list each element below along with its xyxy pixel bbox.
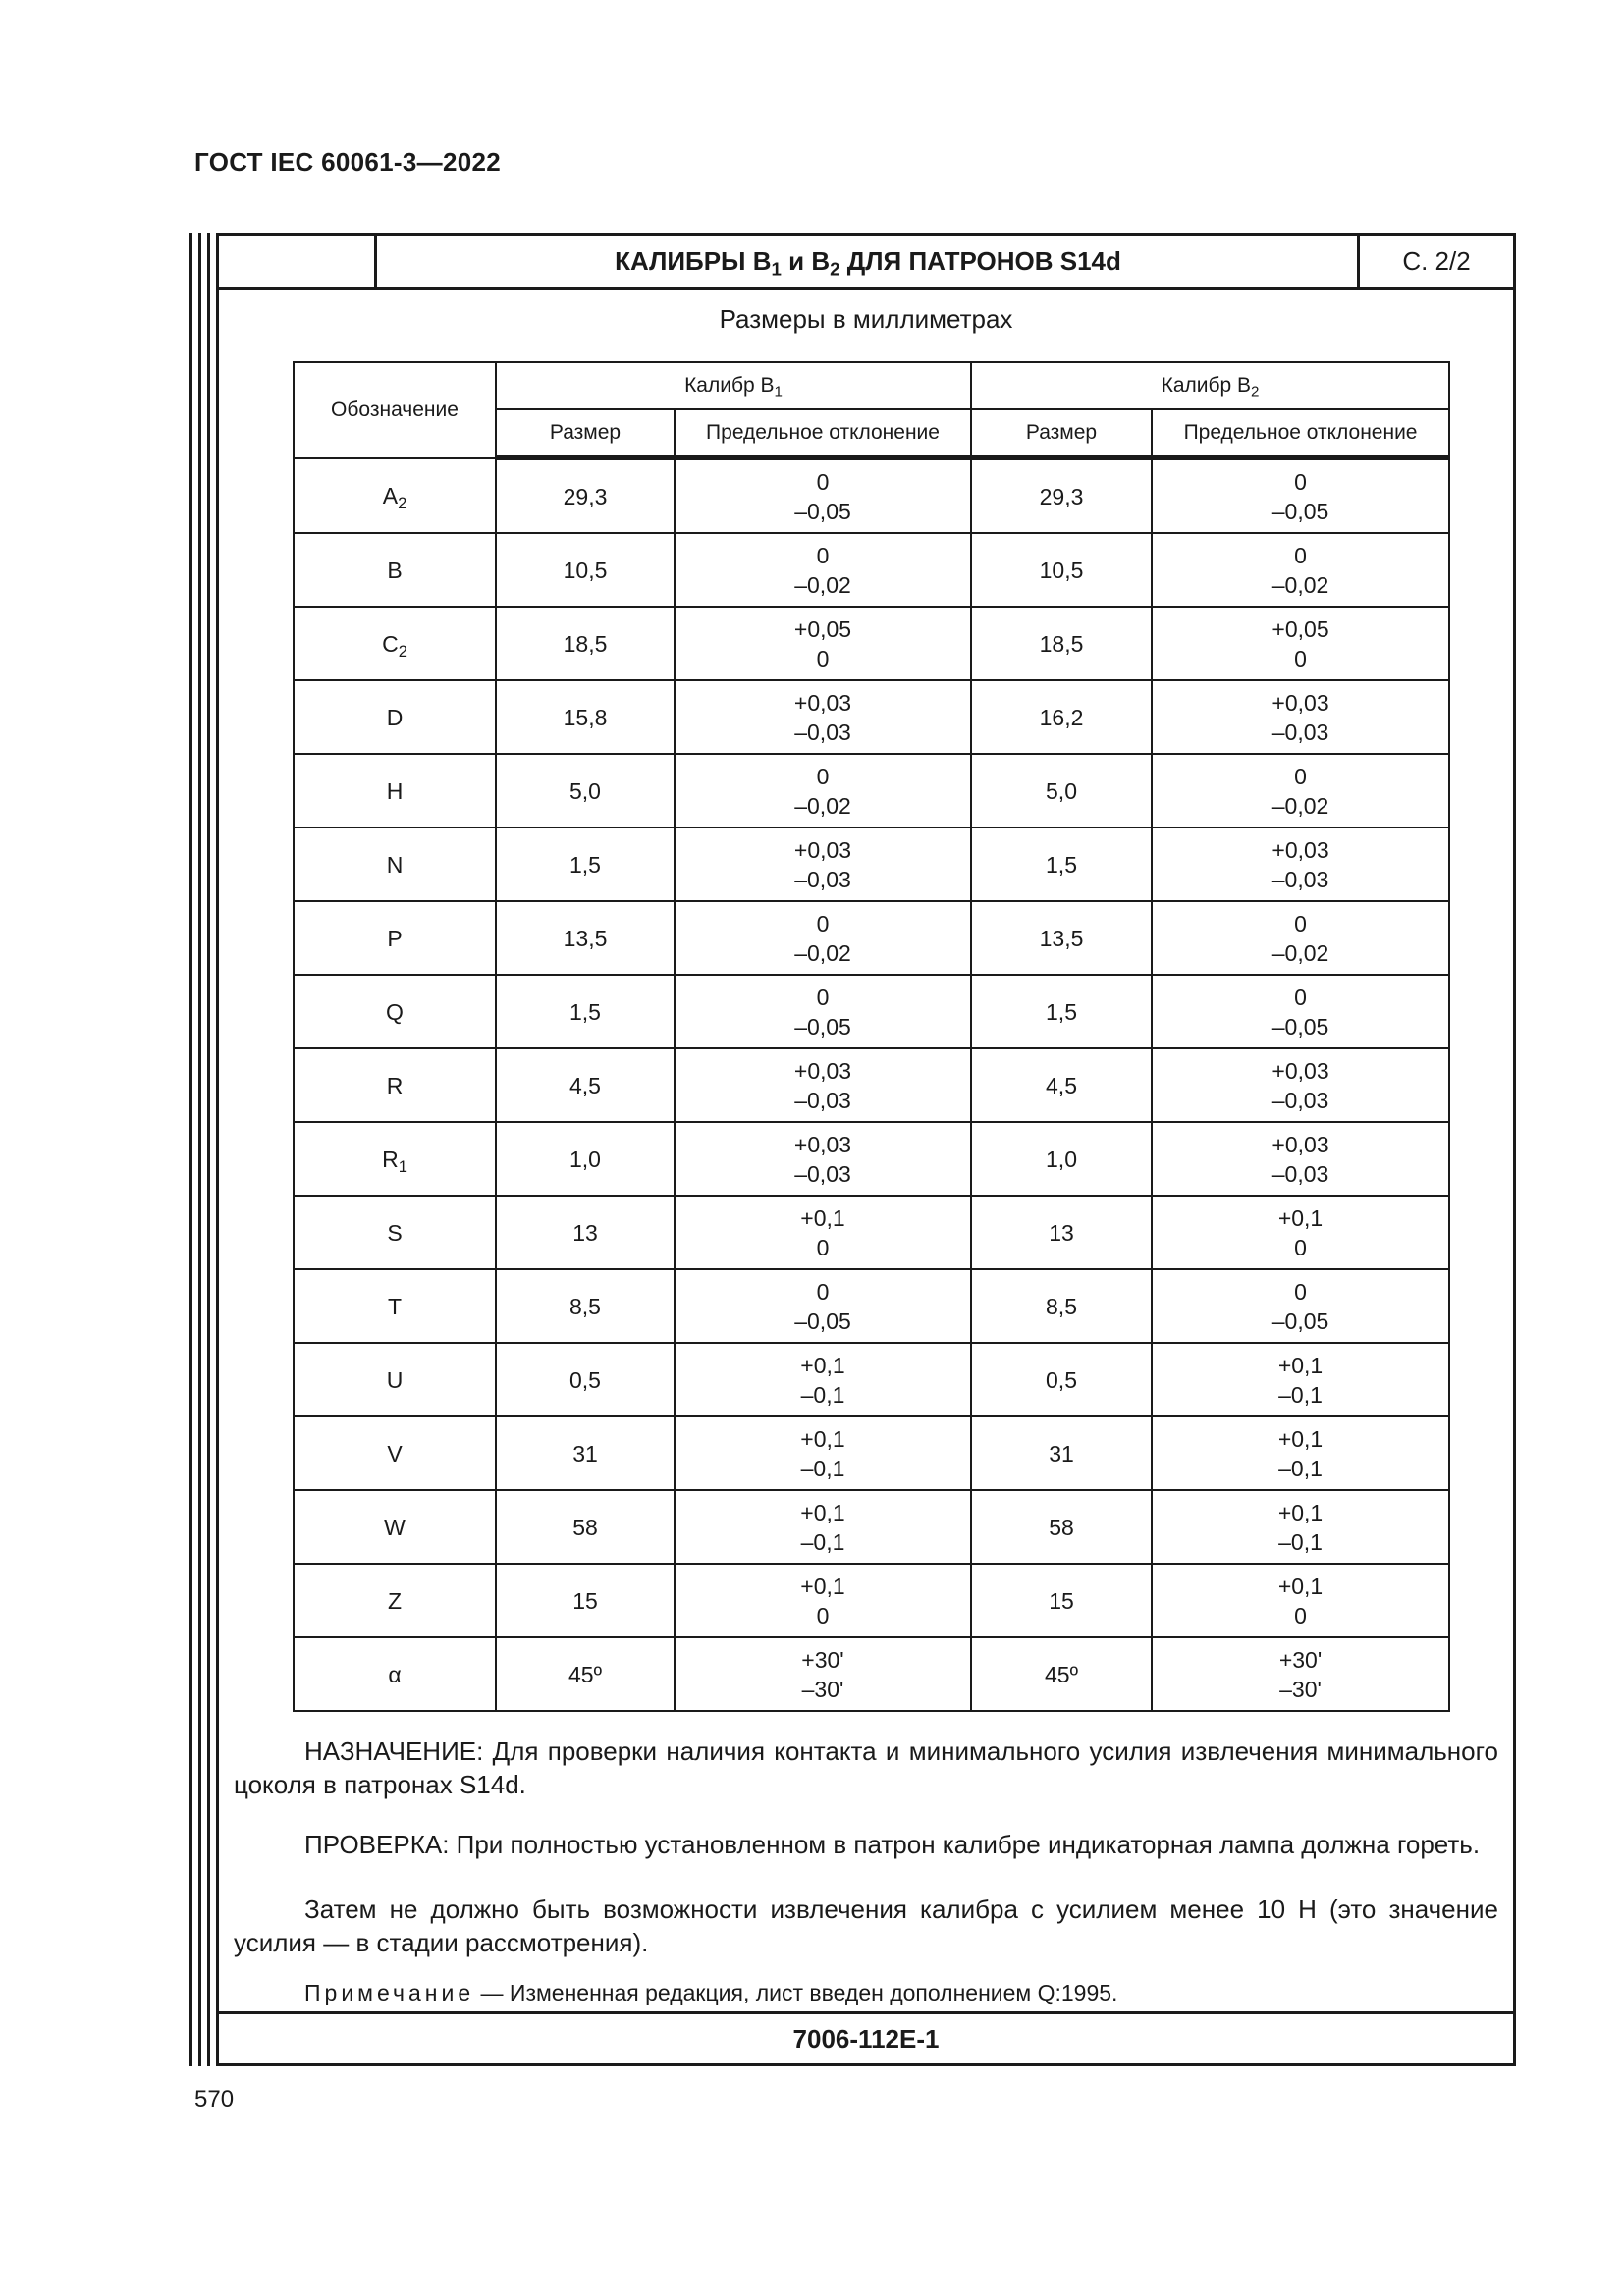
sheet-frame	[216, 233, 1516, 2066]
b2-upper-deviation: +0,1	[1277, 1573, 1324, 1599]
b1-deviation-header: Предельное отклонение	[675, 409, 971, 458]
b2-lower-deviation: –0,03	[1271, 1087, 1329, 1113]
b2-size-cell: 5,0	[971, 754, 1152, 828]
b1-size-cell: 15	[496, 1564, 675, 1637]
table-header-row	[294, 362, 1449, 409]
units-caption: Размеры в миллиметрах	[719, 304, 1013, 334]
title-subscript: 1	[771, 258, 782, 280]
designation-label: B	[387, 557, 403, 583]
b2-upper-deviation: 0	[1294, 1278, 1307, 1305]
table-row	[294, 1416, 1449, 1490]
b2-deviation-cell	[1152, 1048, 1449, 1122]
check-text: ПРОВЕРКА: При полностью установленном в патрон калибре индикаторная лампа должна гореть.	[304, 1830, 1481, 1859]
b1-size-cell: 8,5	[496, 1269, 675, 1343]
dimensions-table	[293, 361, 1450, 1712]
title-part: КАЛИБРЫ B	[615, 246, 772, 276]
table-row	[294, 1122, 1449, 1196]
table-row	[294, 1490, 1449, 1564]
designation-label: A	[382, 482, 399, 508]
table-row	[294, 1269, 1449, 1343]
b1-deviation-cell	[675, 1416, 971, 1490]
designation-cell	[294, 828, 496, 901]
b1-deviation-cell	[675, 975, 971, 1048]
table-row	[294, 828, 1449, 901]
table-row	[294, 1637, 1449, 1711]
b1-lower-deviation: –0,05	[794, 1013, 851, 1040]
b2-size-cell: 18,5	[971, 607, 1152, 680]
b2-deviation-cell	[1152, 607, 1449, 680]
b1-upper-deviation: 0	[816, 468, 830, 495]
b2-size-cell: 10,5	[971, 533, 1152, 607]
b1-lower-deviation: 0	[816, 1234, 830, 1260]
title-subscript: 2	[830, 258, 840, 280]
b1-deviation-cell	[675, 1637, 971, 1711]
b1-deviation-cell	[675, 607, 971, 680]
designation-subscript: 2	[398, 493, 407, 512]
b1-size-cell: 58	[496, 1490, 675, 1564]
designation-cell	[294, 754, 496, 828]
note	[304, 1980, 1117, 2006]
b1-upper-deviation: +0,1	[800, 1204, 845, 1231]
b1-size-cell: 31	[496, 1416, 675, 1490]
designation-label: Q	[386, 998, 404, 1025]
designation-header: Обозначение	[294, 362, 496, 458]
b1-upper-deviation: +0,1	[800, 1573, 845, 1599]
b2-size-header: Размер	[971, 409, 1152, 458]
designation-label: U	[386, 1366, 404, 1393]
b2-lower-deviation: –30'	[1279, 1676, 1322, 1702]
b2-upper-deviation: +0,1	[1277, 1425, 1324, 1452]
b2-deviation-cell	[1152, 458, 1449, 534]
b2-lower-deviation: –0,05	[1271, 1013, 1329, 1040]
designation-cell	[294, 975, 496, 1048]
b2-size-cell: 45º	[971, 1637, 1152, 1711]
b2-lower-deviation: –0,05	[1271, 1308, 1329, 1334]
b1-lower-deviation: –0,1	[800, 1455, 845, 1481]
sheet-title	[377, 236, 1359, 287]
title-part: ДЛЯ ПАТРОНОВ S14d	[839, 246, 1121, 276]
b1-upper-deviation: +0,05	[793, 615, 852, 642]
b1-upper-deviation: +0,03	[793, 689, 852, 716]
b1-size-cell: 29,3	[496, 458, 675, 534]
b2-lower-deviation: –0,02	[1271, 792, 1329, 819]
designation-cell	[294, 1122, 496, 1196]
designation-cell	[294, 1196, 496, 1269]
b2-upper-deviation: +0,03	[1271, 689, 1329, 716]
b2-size-cell: 13,5	[971, 901, 1152, 975]
b1-upper-deviation: +0,1	[800, 1425, 845, 1452]
b2-lower-deviation: –0,05	[1271, 498, 1329, 524]
b2-upper-deviation: 0	[1294, 468, 1307, 495]
b1-deviation-cell	[675, 754, 971, 828]
check-continuation-text: Затем не должно быть возможности извлечения калибра с усилием менее 10 Н (это значение усилия — в стадии рассмотрения).	[234, 1895, 1498, 1957]
b2-deviation-cell	[1152, 533, 1449, 607]
b2-deviation-cell	[1152, 901, 1449, 975]
b2-upper-deviation: +0,03	[1271, 1057, 1329, 1084]
b2-lower-deviation: –0,03	[1271, 719, 1329, 745]
b2-size-cell: 1,0	[971, 1122, 1152, 1196]
document-header: ГОСТ IEC 60061-3—2022	[194, 147, 501, 177]
b2-deviation-cell	[1152, 1416, 1449, 1490]
table-row	[294, 901, 1449, 975]
b1-deviation-cell	[675, 1564, 971, 1637]
b1-size-cell: 1,0	[496, 1122, 675, 1196]
gauge-b2-subscript: 2	[1251, 383, 1260, 400]
sheet-code: 7006-112E-1	[219, 2011, 1513, 2063]
designation-cell	[294, 1637, 496, 1711]
page-reference: С. 2/2	[1357, 236, 1513, 287]
b1-lower-deviation: –30'	[801, 1676, 844, 1702]
b2-deviation-cell	[1152, 828, 1449, 901]
designation-cell	[294, 607, 496, 680]
designation-cell	[294, 1490, 496, 1564]
b1-upper-deviation: 0	[816, 910, 830, 936]
designation-label: α	[388, 1661, 402, 1687]
note-label: Примечание	[304, 1980, 475, 2005]
page-number: 570	[194, 2086, 235, 2112]
purpose-text: НАЗНАЧЕНИЕ: Для проверки наличия контакта и минимального усилия извлечения минимального цоколя в патронах S14d.	[234, 1736, 1498, 1799]
b2-upper-deviation: +0,05	[1271, 615, 1329, 642]
check-paragraph	[234, 1828, 1498, 1861]
designation-label: D	[386, 704, 404, 730]
b1-size-cell: 13,5	[496, 901, 675, 975]
check-continuation-paragraph	[234, 1893, 1498, 1959]
table-row	[294, 607, 1449, 680]
b2-upper-deviation: +0,03	[1271, 1131, 1329, 1157]
designation-subscript: 2	[398, 641, 407, 661]
b2-deviation-cell	[1152, 1122, 1449, 1196]
b1-upper-deviation: 0	[816, 763, 830, 789]
b2-deviation-cell	[1152, 975, 1449, 1048]
b1-lower-deviation: 0	[816, 1602, 830, 1629]
table-row	[294, 754, 1449, 828]
designation-label: T	[387, 1293, 403, 1319]
b1-lower-deviation: –0,05	[794, 498, 851, 524]
b1-deviation-cell	[675, 901, 971, 975]
b1-upper-deviation: +0,03	[793, 1057, 852, 1084]
b1-upper-deviation: +0,03	[793, 1131, 852, 1157]
b2-deviation-cell	[1152, 1490, 1449, 1564]
b1-upper-deviation: 0	[816, 1278, 830, 1305]
designation-cell	[294, 1343, 496, 1416]
b2-size-cell: 29,3	[971, 458, 1152, 534]
b1-upper-deviation: 0	[816, 542, 830, 568]
b1-size-cell: 5,0	[496, 754, 675, 828]
designation-label: Z	[387, 1587, 403, 1614]
title-empty-cell	[219, 236, 377, 287]
b2-deviation-cell	[1152, 1269, 1449, 1343]
b2-lower-deviation: –0,02	[1271, 571, 1329, 598]
b1-lower-deviation: –0,02	[794, 792, 851, 819]
b1-upper-deviation: +0,1	[800, 1499, 845, 1525]
b1-lower-deviation: –0,03	[794, 1160, 851, 1187]
b1-size-cell: 1,5	[496, 828, 675, 901]
table-row	[294, 680, 1449, 754]
b1-lower-deviation: –0,02	[794, 571, 851, 598]
b2-upper-deviation: +0,1	[1277, 1204, 1324, 1231]
b2-size-cell: 58	[971, 1490, 1152, 1564]
b2-lower-deviation: –0,03	[1271, 1160, 1329, 1187]
purpose-paragraph	[234, 1735, 1498, 1801]
b1-size-cell: 10,5	[496, 533, 675, 607]
b1-size-cell: 45º	[496, 1637, 675, 1711]
b2-upper-deviation: 0	[1294, 910, 1307, 936]
b2-lower-deviation: –0,1	[1278, 1381, 1323, 1408]
b1-size-cell: 13	[496, 1196, 675, 1269]
b1-deviation-cell	[675, 533, 971, 607]
b2-size-cell: 4,5	[971, 1048, 1152, 1122]
b1-deviation-cell	[675, 680, 971, 754]
gauge-b2-label: Калибр B	[1161, 374, 1252, 397]
b1-deviation-cell	[675, 458, 971, 534]
b2-lower-deviation: 0	[1294, 1602, 1307, 1629]
b1-deviation-cell	[675, 1048, 971, 1122]
b2-lower-deviation: –0,03	[1271, 866, 1329, 892]
b2-lower-deviation: –0,02	[1271, 939, 1329, 966]
table-row	[294, 1564, 1449, 1637]
b2-lower-deviation: –0,1	[1278, 1528, 1323, 1555]
title-row	[219, 236, 1513, 290]
title-part: и B	[781, 246, 831, 276]
designation-label: R	[382, 1146, 399, 1172]
b1-upper-deviation: +30'	[801, 1646, 844, 1673]
b2-lower-deviation: 0	[1294, 645, 1307, 671]
table-row	[294, 975, 1449, 1048]
designation-label: P	[387, 925, 403, 951]
b1-lower-deviation: –0,1	[800, 1381, 845, 1408]
designation-label: C	[382, 630, 399, 657]
b2-size-cell: 13	[971, 1196, 1152, 1269]
b2-size-cell: 16,2	[971, 680, 1152, 754]
b1-upper-deviation: 0	[816, 984, 830, 1010]
designation-cell	[294, 533, 496, 607]
gauge-b1-subscript: 1	[774, 383, 783, 400]
b1-lower-deviation: 0	[816, 645, 830, 671]
b2-upper-deviation: +30'	[1278, 1646, 1323, 1673]
designation-label: H	[386, 777, 404, 804]
b2-size-cell: 0,5	[971, 1343, 1152, 1416]
designation-cell	[294, 1269, 496, 1343]
b2-size-cell: 1,5	[971, 828, 1152, 901]
note-text: — Измененная редакция, лист введен дополнением Q:1995.	[474, 1980, 1118, 2005]
designation-subscript: 1	[398, 1156, 407, 1176]
b2-deviation-cell	[1152, 1637, 1449, 1711]
b1-size-cell: 15,8	[496, 680, 675, 754]
table-row	[294, 1196, 1449, 1269]
designation-label: N	[386, 851, 404, 878]
b1-upper-deviation: +0,1	[800, 1352, 845, 1378]
b1-lower-deviation: –0,05	[794, 1308, 851, 1334]
b1-deviation-cell	[675, 1490, 971, 1564]
table-row	[294, 1048, 1449, 1122]
b1-size-cell: 0,5	[496, 1343, 675, 1416]
b1-lower-deviation: –0,02	[794, 939, 851, 966]
b1-size-header: Размер	[496, 409, 675, 458]
b2-upper-deviation: 0	[1294, 542, 1307, 568]
b2-upper-deviation: +0,1	[1277, 1499, 1324, 1525]
b1-lower-deviation: –0,03	[794, 1087, 851, 1113]
b2-deviation-cell	[1152, 1564, 1449, 1637]
designation-cell	[294, 458, 496, 534]
gauge-b1-header	[496, 362, 971, 409]
b2-lower-deviation: –0,1	[1278, 1455, 1323, 1481]
designation-label: S	[387, 1219, 403, 1246]
b2-upper-deviation: 0	[1294, 763, 1307, 789]
b1-upper-deviation: +0,03	[793, 836, 852, 863]
designation-label: V	[387, 1440, 403, 1467]
b1-deviation-cell	[675, 1269, 971, 1343]
left-margin-line	[207, 233, 210, 2066]
b2-upper-deviation: +0,1	[1277, 1352, 1324, 1378]
b1-lower-deviation: –0,03	[794, 866, 851, 892]
table-row	[294, 458, 1449, 534]
b2-upper-deviation: 0	[1294, 984, 1307, 1010]
b1-size-cell: 1,5	[496, 975, 675, 1048]
b1-deviation-cell	[675, 1196, 971, 1269]
gauge-b1-label: Калибр B	[684, 374, 775, 397]
designation-cell	[294, 1564, 496, 1637]
designation-cell	[294, 1416, 496, 1490]
b2-size-cell: 8,5	[971, 1269, 1152, 1343]
b2-deviation-cell	[1152, 1196, 1449, 1269]
b2-deviation-header: Предельное отклонение	[1152, 409, 1449, 458]
b1-deviation-cell	[675, 1122, 971, 1196]
designation-cell	[294, 1048, 496, 1122]
b2-deviation-cell	[1152, 680, 1449, 754]
b2-lower-deviation: 0	[1294, 1234, 1307, 1260]
b2-deviation-cell	[1152, 754, 1449, 828]
b2-size-cell: 15	[971, 1564, 1152, 1637]
left-margin-line	[198, 233, 201, 2066]
designation-cell	[294, 680, 496, 754]
gauge-b2-header	[971, 362, 1449, 409]
designation-cell	[294, 901, 496, 975]
left-margin-line	[189, 233, 192, 2066]
b1-deviation-cell	[675, 1343, 971, 1416]
b1-lower-deviation: –0,1	[800, 1528, 845, 1555]
designation-label: W	[384, 1514, 406, 1540]
b2-size-cell: 31	[971, 1416, 1152, 1490]
b1-size-cell: 18,5	[496, 607, 675, 680]
b1-size-cell: 4,5	[496, 1048, 675, 1122]
b1-deviation-cell	[675, 828, 971, 901]
b2-deviation-cell	[1152, 1343, 1449, 1416]
b2-size-cell: 1,5	[971, 975, 1152, 1048]
table-row	[294, 1343, 1449, 1416]
table-row	[294, 533, 1449, 607]
b2-upper-deviation: +0,03	[1271, 836, 1329, 863]
b1-lower-deviation: –0,03	[794, 719, 851, 745]
designation-label: R	[386, 1072, 404, 1098]
